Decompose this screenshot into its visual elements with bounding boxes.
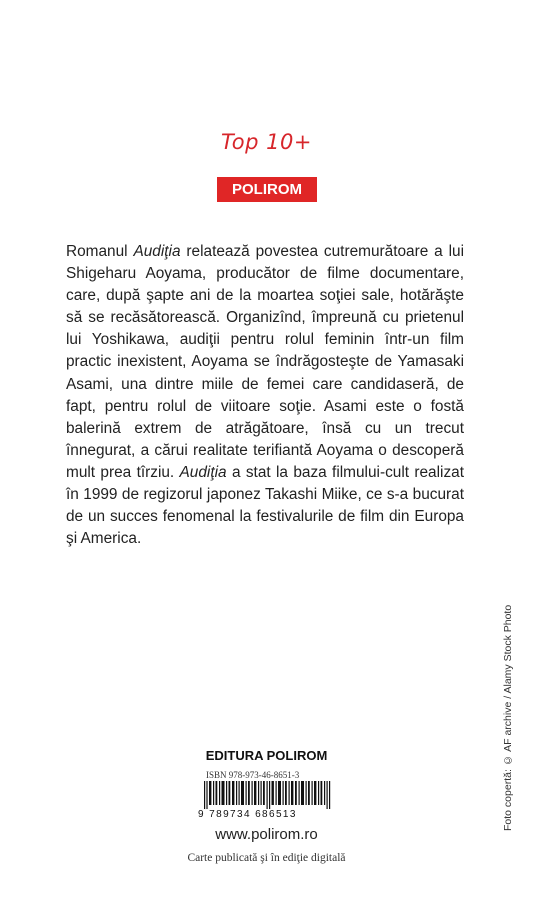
series-logo: Top 10+: [221, 130, 312, 154]
barcode: [204, 781, 334, 809]
book-title: Audiţia: [133, 243, 181, 260]
description-text: relatează povestea cutremurătoare a lui Shigeharu Aoyama, producător de filme documentare, care, după şapte ani de la moartea soţiei sale, hotărăşte să se recăsătorească. Organizînd, împreună cu prietenul lui Yoshikawa, audiţii pentru rolul feminin într-un film practic inexistent, Aoyama se îndrăgosteşte de Yamasaki Asami, una dintre miile de femei care candidaseră, de fapt, pentru rolul de viitoare soţie. Asami este o fostă balerină extrem de atrăgătoare, însă cu un trecut înnegurat, a cărui realitate terifiantă Aoyama o descoperă mult prea tîrziu.: [66, 243, 464, 481]
publisher-website[interactable]: www.polirom.ro: [215, 826, 318, 843]
isbn: ISBN 978-973-46-8651-3: [206, 770, 300, 780]
book-title: Audiţia: [179, 463, 227, 481]
publisher-name: EDITURA POLIROM: [205, 748, 328, 763]
publisher-badge: POLIROM: [217, 177, 317, 202]
description-paragraph: [66, 241, 464, 550]
book-description: [66, 241, 464, 550]
description-text: Romanul: [66, 243, 134, 260]
digital-edition-note: Carte publicată şi în ediţie digitală: [187, 852, 346, 864]
description-text: a stat la baza filmului-cult realizat în 1999 de regizorul japonez Takashi Miike, ce s-a bucurat de un succes fenomenal la festivalurile de film din Europa şi America.: [66, 463, 464, 548]
photo-credit: Foto copertă: © AF archive / Alamy Stock Photo: [502, 604, 514, 831]
barcode-digits: 9 789734 686513: [198, 809, 297, 820]
